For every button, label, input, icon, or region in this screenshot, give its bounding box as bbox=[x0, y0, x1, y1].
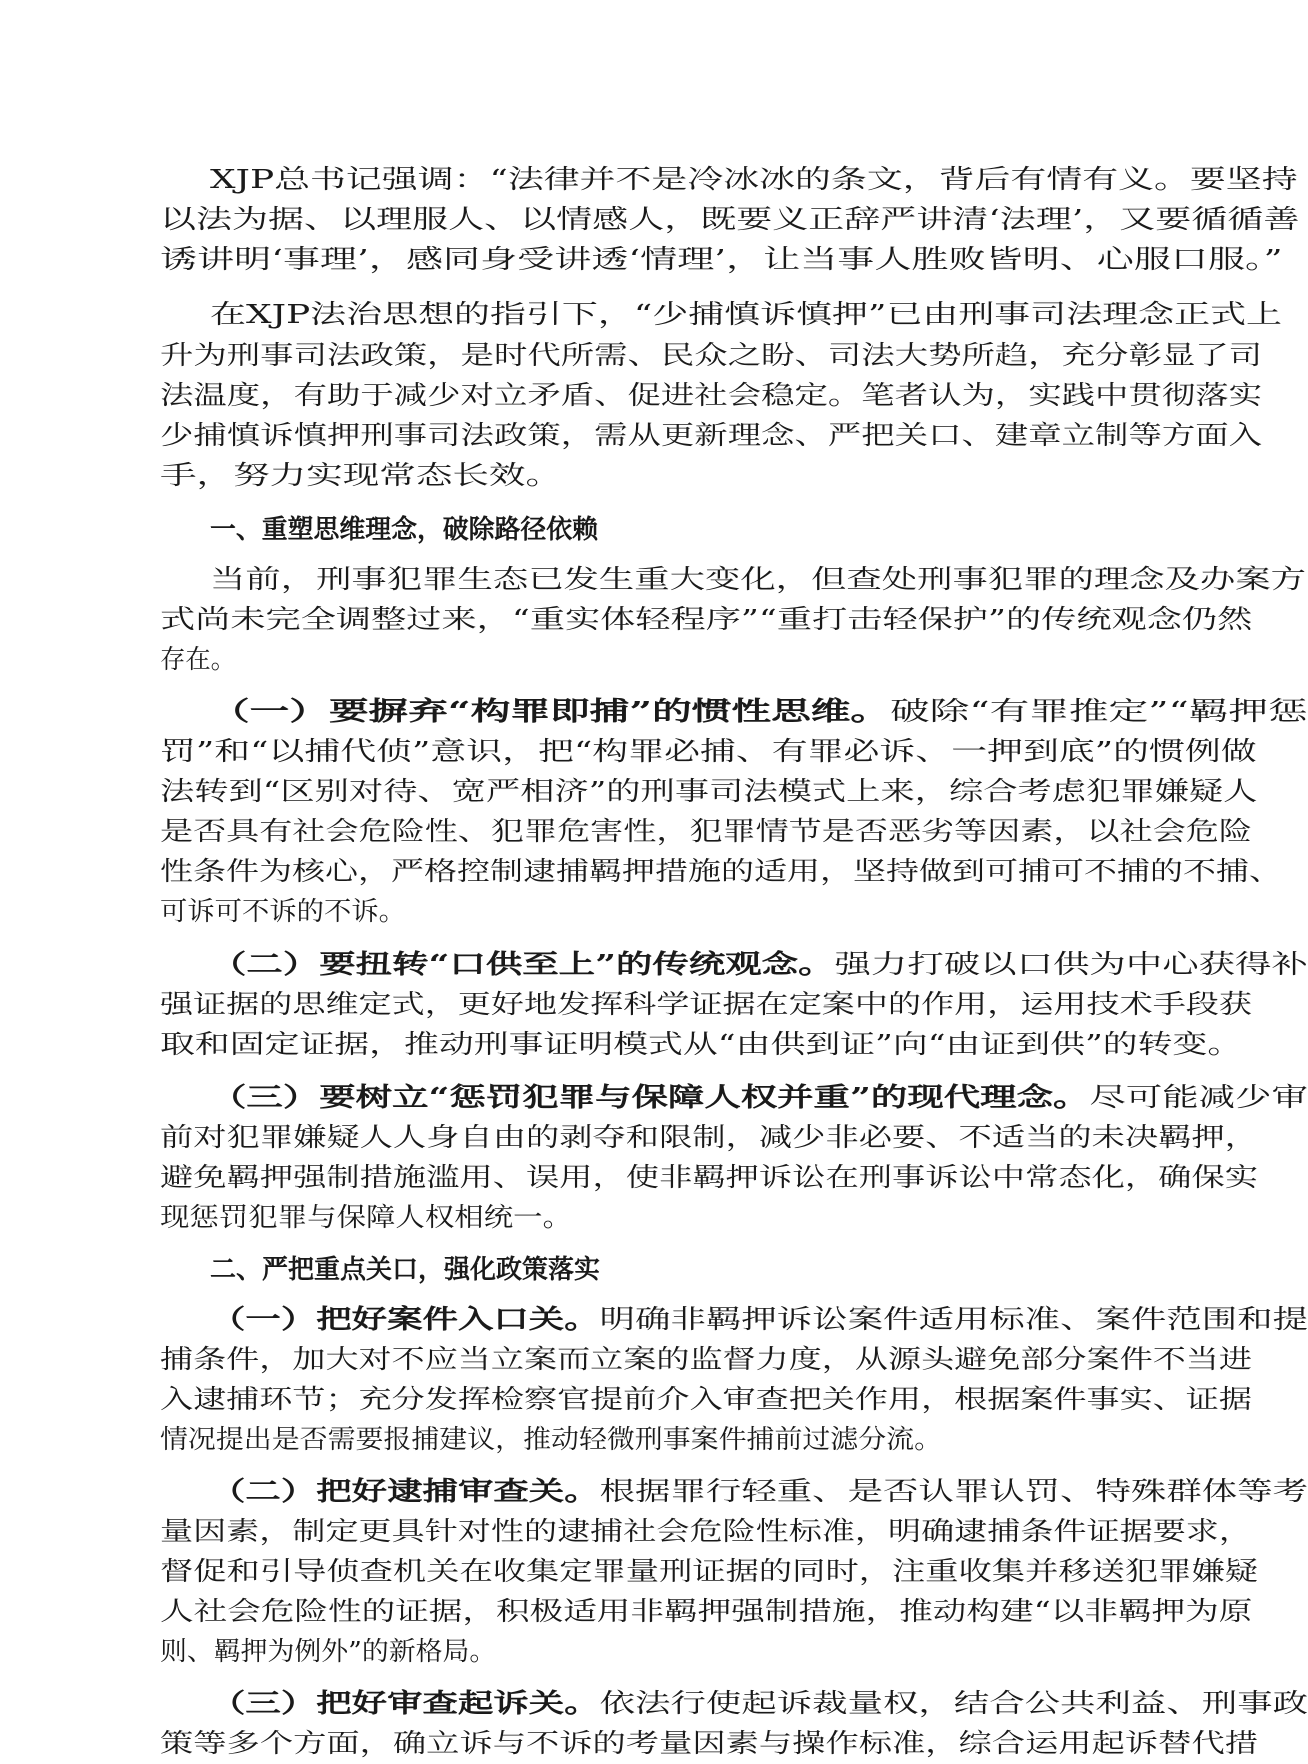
line-text: 依法行使起诉裁量权，结合公共利益、刑事政 bbox=[599, 1689, 1308, 1719]
text-line bbox=[160, 456, 562, 496]
text-line bbox=[210, 1472, 1308, 1512]
text-line bbox=[160, 416, 1262, 456]
line-text: 当前，刑事犯罪生态已发生重大变化，但查处刑事犯罪的理念及办案方 bbox=[210, 565, 1307, 595]
bold-lead-text: （一）要摒弃“构罪即捕”的惯性思维。 bbox=[210, 697, 891, 727]
bold-lead-text: 二、严把重点关口，强化政策落实 bbox=[210, 1255, 601, 1285]
text-line bbox=[210, 295, 1282, 335]
line-text: 罚”和“以捕代侦”意识，把“构罪必捕、有罪必诉、一押到底”的惯例做 bbox=[160, 737, 1257, 767]
text-line bbox=[160, 240, 1283, 280]
text-line bbox=[160, 732, 1257, 772]
text-line bbox=[210, 1300, 1308, 1340]
text-line bbox=[160, 852, 1282, 892]
text-line bbox=[160, 1340, 1252, 1380]
text-line bbox=[210, 1684, 1308, 1724]
bold-lead-text: （二）要扭转“口供至上”的传统观念。 bbox=[210, 950, 835, 980]
line-text: 督促和引导侦查机关在收集定罪量刑证据的同时，注重收集并移送犯罪嫌疑 bbox=[160, 1557, 1259, 1587]
line-text: 尽可能减少审 bbox=[1089, 1083, 1308, 1113]
line-text: 诱讲明‘事理’，感同身受讲透‘情理’，让当事人胜败皆明、心服口服。” bbox=[160, 245, 1283, 275]
bold-lead-text: （三）把好审查起诉关。 bbox=[210, 1689, 600, 1719]
text-line bbox=[160, 1552, 1258, 1592]
text-line bbox=[160, 1512, 1252, 1552]
text-line bbox=[160, 1632, 496, 1672]
text-line bbox=[210, 560, 1306, 600]
line-text: 少捕慎诉慎押刑事司法政策，需从更新理念、严把关口、建章立制等方面入 bbox=[160, 421, 1263, 451]
text-line bbox=[210, 945, 1308, 985]
line-text: 则、羁押为例外”的新格局。 bbox=[160, 1637, 497, 1667]
line-text: 强力打破以口供为中心获得补 bbox=[834, 950, 1308, 980]
line-text: 在XJP法治思想的指引下，“少捕慎诉慎押”已由刑事司法理念正式上 bbox=[210, 300, 1283, 330]
text-line bbox=[160, 336, 1262, 376]
text-line bbox=[160, 200, 1299, 240]
text-line bbox=[160, 376, 1262, 416]
text-line bbox=[160, 812, 1252, 852]
text-line bbox=[160, 1118, 1258, 1158]
line-text: 策等多个方面，确立诉与不诉的考量因素与操作标准，综合运用起诉替代措 bbox=[160, 1729, 1259, 1759]
line-text: 强证据的思维定式，更好地发挥科学证据在定案中的作用，运用技术手段获 bbox=[160, 990, 1252, 1020]
line-text: 升为刑事司法政策，是时代所需、民众之盼、司法大势所趋，充分彰显了司 bbox=[160, 341, 1263, 371]
line-text: 取和固定证据，推动刑事证明模式从“由供到证”向“由证到供”的转变。 bbox=[160, 1030, 1243, 1060]
line-text: 根据罪行轻重、是否认罪认罚、特殊群体等考 bbox=[599, 1477, 1308, 1507]
line-text: 入逮捕环节；充分发挥检察官提前介入审查把关作用，根据案件事实、证据 bbox=[160, 1385, 1252, 1415]
bold-lead-text: （二）把好逮捕审查关。 bbox=[210, 1477, 600, 1507]
line-text: 法转到“区别对待、宽严相济”的刑事司法模式上来，综合考虑犯罪嫌疑人 bbox=[160, 777, 1258, 807]
line-text: 现惩罚犯罪与保障人权相统一。 bbox=[160, 1203, 573, 1233]
line-text: 存在。 bbox=[160, 645, 237, 675]
line-text: 人社会危险性的证据，积极适用非羁押强制措施，推动构建“以非羁押为原 bbox=[160, 1597, 1253, 1627]
text-line bbox=[160, 1025, 1242, 1065]
text-line bbox=[210, 1078, 1308, 1118]
text-line bbox=[160, 985, 1252, 1025]
text-line bbox=[160, 1592, 1252, 1632]
text-line bbox=[210, 510, 598, 550]
text-line bbox=[160, 1380, 1252, 1420]
line-text: 前对犯罪嫌疑人人身自由的剥夺和限制，减少非必要、不适当的未决羁押， bbox=[160, 1123, 1259, 1153]
text-line bbox=[160, 772, 1257, 812]
bold-lead-text: 一、重塑思维理念，破除路径依赖 bbox=[210, 515, 599, 545]
line-text: 量因素，制定更具针对性的逮捕社会危险性标准，明确逮捕条件证据要求， bbox=[160, 1517, 1252, 1547]
text-line bbox=[160, 1158, 1258, 1198]
line-text: 捕条件，加大对不应当立案而立案的监督力度，从源头避免部分案件不当进 bbox=[160, 1345, 1252, 1375]
line-text: 性条件为核心，严格控制逮捕羁押措施的适用，坚持做到可捕可不捕的不捕、 bbox=[160, 857, 1282, 887]
line-text: 明确非羁押诉讼案件适用标准、案件范围和提 bbox=[599, 1305, 1308, 1335]
text-line bbox=[160, 600, 1252, 640]
line-text: 以法为据、以理服人、以情感人，既要义正辞严讲清‘法理’，又要循循善 bbox=[160, 205, 1300, 235]
text-line bbox=[210, 692, 1308, 732]
line-text: 是否具有社会危险性、犯罪危害性，犯罪情节是否恶劣等因素，以社会危险 bbox=[160, 817, 1252, 847]
text-line bbox=[160, 640, 236, 680]
line-text: 法温度，有助于减少对立矛盾、促进社会稳定。笔者认为，实践中贯彻落实 bbox=[160, 381, 1263, 411]
text-line bbox=[160, 1724, 1258, 1764]
line-text: 手，努力实现常态长效。 bbox=[160, 461, 563, 491]
line-text: XJP总书记强调：“法律并不是冷冰冰的条文，背后有情有义。要坚持 bbox=[210, 165, 1298, 195]
text-line bbox=[160, 1420, 942, 1460]
bold-lead-text: （三）要树立“惩罚犯罪与保障人权并重”的现代理念。 bbox=[210, 1083, 1090, 1113]
line-text: 避免羁押强制措施滥用、误用，使非羁押诉讼在刑事诉讼中常态化，确保实 bbox=[160, 1163, 1259, 1193]
bold-lead-text: （一）把好案件入口关。 bbox=[210, 1305, 600, 1335]
line-text: 破除“有罪推定”“羁押惩 bbox=[890, 697, 1308, 727]
text-line bbox=[160, 892, 406, 932]
line-text: 式尚未完全调整过来，“重实体轻程序”“重打击轻保护”的传统观念仍然 bbox=[160, 605, 1253, 635]
line-text: 可诉可不诉的不诉。 bbox=[160, 897, 407, 927]
text-line bbox=[210, 1250, 600, 1290]
text-line bbox=[210, 160, 1298, 200]
text-line bbox=[160, 1198, 572, 1238]
line-text: 情况提出是否需要报捕建议，推动轻微刑事案件捕前过滤分流。 bbox=[160, 1425, 943, 1455]
